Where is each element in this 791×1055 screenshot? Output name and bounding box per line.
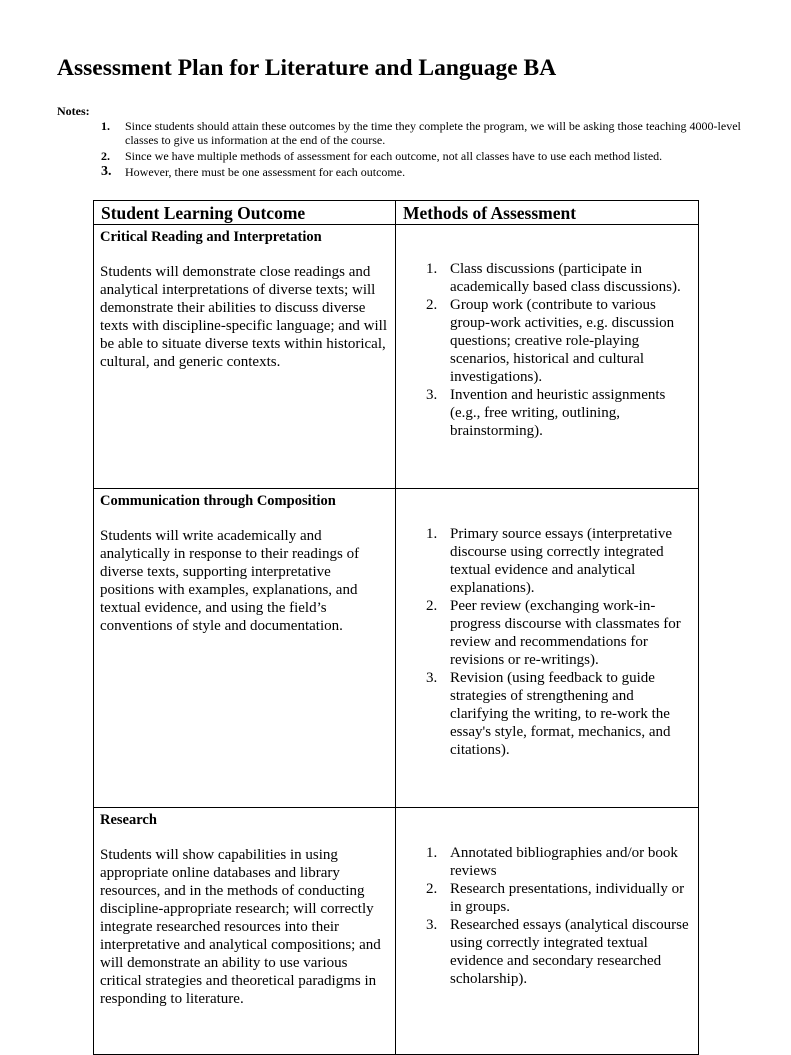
notes-label: Notes: xyxy=(57,104,90,118)
method-text: Researched essays (analytical discourse using correctly integrated textual evidence and secondary researched scholarship). xyxy=(450,917,689,987)
method-item xyxy=(426,260,692,296)
note-text: Since we have multiple methods of assessment for each outcome, not all classes have to use each method listed. xyxy=(125,149,663,163)
method-item xyxy=(426,880,692,916)
methods-list xyxy=(426,260,692,440)
outcome-description: Students will demonstrate close readings and analytical interpretations of diverse texts; will demonstrate their abilities to discuss diverse texts with discipline-specific language; and will be able to situate diverse texts within historical, cultural, and generic contexts. xyxy=(100,264,388,370)
note-text: Since students should attain these outcomes by the time they complete the program, we will be asking those teaching 4000-level classes to give us information at the end of the course. xyxy=(125,119,741,147)
methods-cell xyxy=(396,489,699,808)
method-number: 1. xyxy=(426,526,438,542)
method-text: Invention and heuristic assignments (e.g., free writing, outlining, brainstorming). xyxy=(450,387,666,439)
assessment-table xyxy=(93,200,699,1055)
column-header-methods: Methods of Assessment xyxy=(396,201,699,225)
table-row xyxy=(94,808,699,1055)
page-title: Assessment Plan for Literature and Language BA xyxy=(57,55,557,81)
note-item xyxy=(101,149,741,163)
method-text: Class discussions (participate in academically based class discussions). xyxy=(450,261,681,295)
table-row xyxy=(94,225,699,489)
methods-cell xyxy=(396,808,699,1055)
outcome-cell xyxy=(94,225,396,489)
method-item xyxy=(426,597,692,669)
method-number: 1. xyxy=(426,261,438,277)
method-item xyxy=(426,844,692,880)
methods-list xyxy=(426,525,692,759)
outcome-description: Students will write academically and analytically in response to their readings of diverse texts, supporting interpretative positions with examples, explanations, and textual evidence, and using the field’s conventions of style and documentation. xyxy=(100,528,360,634)
note-number: 3. xyxy=(101,164,112,179)
methods-cell xyxy=(396,225,699,489)
table-row xyxy=(94,489,699,808)
outcome-title: Research xyxy=(100,812,157,828)
outcome-title: Critical Reading and Interpretation xyxy=(100,229,322,245)
method-number: 3. xyxy=(426,387,438,403)
method-number: 2. xyxy=(426,297,438,313)
method-text: Research presentations, individually or in groups. xyxy=(450,881,685,915)
note-item xyxy=(101,165,741,179)
column-header-outcome: Student Learning Outcome xyxy=(94,201,396,225)
notes-list xyxy=(101,119,741,181)
note-text: However, there must be one assessment for each outcome. xyxy=(125,165,406,179)
method-text: Peer review (exchanging work-in-progress discourse with classmates for review and recommendations for revisions or re-writings). xyxy=(450,598,681,668)
table-header-row xyxy=(94,201,699,225)
note-item xyxy=(101,119,741,147)
outcome-title: Communication through Composition xyxy=(100,493,336,509)
methods-list xyxy=(426,844,692,988)
method-text: Primary source essays (interpretative discourse using correctly integrated textual evidence and analytical explanations). xyxy=(450,526,673,596)
outcome-description: Students will show capabilities in using appropriate online databases and library resources, and in the methods of conducting discipline-appropriate research; will correctly integrate researched resources into their interpretative and analytical compositions; and will demonstrate an ability to use various critical strategies and theoretical paradigms in responding to literature. xyxy=(100,847,381,1007)
outcome-cell xyxy=(94,489,396,808)
note-number: 2. xyxy=(101,149,110,163)
method-text: Revision (using feedback to guide strategies of strengthening and clarifying the writing, to re-work the essay's style, format, mechanics, and citations). xyxy=(450,670,671,758)
method-number: 2. xyxy=(426,598,438,614)
method-number: 1. xyxy=(426,845,438,861)
method-item xyxy=(426,916,692,988)
method-item xyxy=(426,525,692,597)
method-number: 3. xyxy=(426,670,438,686)
method-item xyxy=(426,296,692,386)
method-number: 2. xyxy=(426,881,438,897)
method-item xyxy=(426,386,692,440)
method-item xyxy=(426,669,692,759)
note-number: 1. xyxy=(101,119,110,133)
method-number: 3. xyxy=(426,917,438,933)
outcome-cell xyxy=(94,808,396,1055)
method-text: Annotated bibliographies and/or book reviews xyxy=(450,845,678,879)
method-text: Group work (contribute to various group-work activities, e.g. discussion questions; creative role-playing scenarios, historical and cultural investigations). xyxy=(450,297,675,385)
